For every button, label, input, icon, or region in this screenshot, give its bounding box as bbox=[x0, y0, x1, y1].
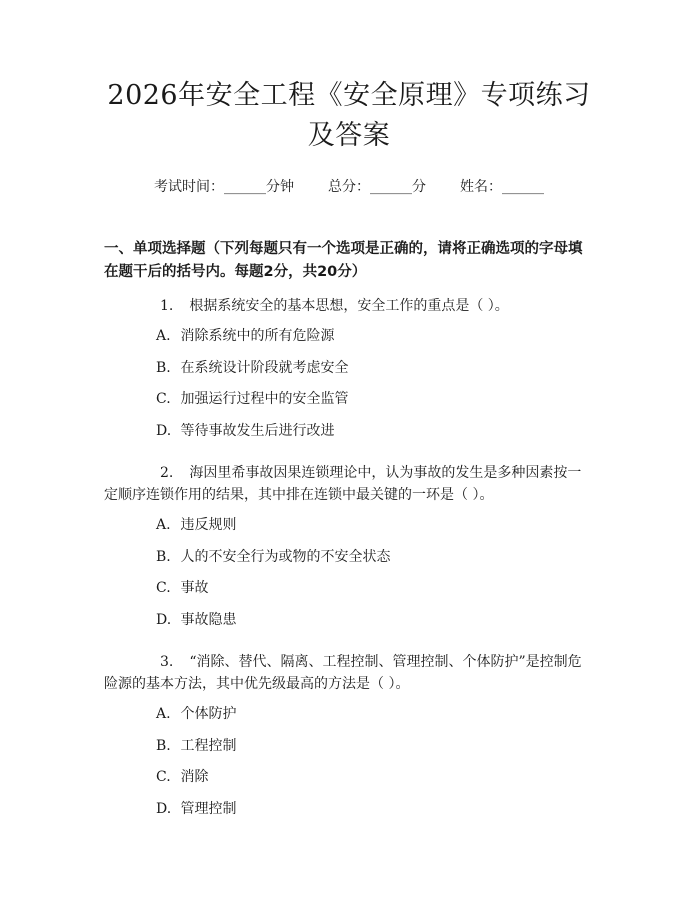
option-letter: C. bbox=[156, 391, 171, 407]
question-text: “消除、替代、隔离、工程控制、管理控制、个体防护”是控制危险源的基本方法，其中优先级最高的方法是（ ）。 bbox=[104, 654, 582, 692]
option-text: 消除 bbox=[180, 769, 209, 785]
exam-time-field bbox=[154, 176, 294, 196]
option-text: 管理控制 bbox=[180, 800, 237, 817]
option-letter: C. bbox=[156, 769, 171, 785]
question-number: 2. bbox=[160, 465, 174, 481]
option-a bbox=[104, 325, 594, 357]
option-text: 人的不安全行为或物的不安全状态 bbox=[180, 548, 391, 565]
option-c bbox=[104, 388, 594, 420]
option-a bbox=[104, 514, 594, 546]
question-2 bbox=[104, 462, 594, 640]
document-title: 2026年安全工程《安全原理》专项练习及答案 bbox=[107, 80, 591, 151]
name-label: 姓名：______ bbox=[460, 179, 544, 195]
question-text: 根据系统安全的基本思想，安全工作的重点是（ ）。 bbox=[189, 298, 509, 314]
option-a bbox=[104, 703, 594, 735]
option-letter: A. bbox=[156, 328, 171, 344]
option-d bbox=[104, 609, 594, 641]
option-text: 工程控制 bbox=[180, 737, 237, 754]
option-letter: B. bbox=[156, 359, 171, 376]
total-score-label: 总分：______分 bbox=[328, 179, 426, 195]
option-letter: D. bbox=[156, 800, 172, 817]
option-text: 个体防护 bbox=[180, 706, 237, 722]
section-heading: 一、单项选择题（下列每题只有一个选项是正确的，请将正确选项的字母填在题干后的括号内。每题2分，共20分） bbox=[104, 241, 583, 280]
option-b bbox=[104, 735, 594, 767]
option-list bbox=[104, 325, 594, 451]
option-text: 等待事故发生后进行改进 bbox=[180, 422, 335, 439]
exam-time-label: 考试时间：______分钟 bbox=[154, 179, 294, 195]
option-text: 在系统设计阶段就考虑安全 bbox=[180, 359, 349, 376]
option-letter: B. bbox=[156, 737, 171, 754]
exam-meta bbox=[104, 176, 594, 196]
option-list bbox=[104, 514, 594, 640]
question-stem bbox=[104, 462, 594, 506]
option-letter: A. bbox=[156, 517, 171, 533]
question-stem bbox=[104, 651, 594, 695]
option-text: 事故 bbox=[180, 580, 209, 596]
option-text: 消除系统中的所有危险源 bbox=[180, 328, 335, 344]
option-text: 加强运行过程中的安全监管 bbox=[180, 391, 349, 407]
question-number: 3. bbox=[160, 654, 174, 670]
option-letter: D. bbox=[156, 422, 172, 439]
question-1 bbox=[104, 295, 594, 451]
option-list bbox=[104, 703, 594, 829]
question-text: 海因里希事故因果连锁理论中，认为事故的发生是多种因素按一定顺序连锁作用的结果，其中排在连锁中最关键的一环是（ ）。 bbox=[104, 465, 582, 503]
option-letter: D. bbox=[156, 611, 172, 628]
option-text: 事故隐患 bbox=[180, 611, 237, 628]
option-letter: B. bbox=[156, 548, 171, 565]
option-text: 违反规则 bbox=[180, 517, 237, 533]
option-letter: A. bbox=[156, 706, 171, 722]
total-score-field bbox=[328, 176, 426, 196]
option-d bbox=[104, 798, 594, 830]
option-d bbox=[104, 420, 594, 452]
option-b bbox=[104, 357, 594, 389]
option-c bbox=[104, 766, 594, 798]
question-stem bbox=[104, 295, 594, 317]
question-number: 1. bbox=[160, 298, 174, 314]
option-b bbox=[104, 546, 594, 578]
option-c bbox=[104, 577, 594, 609]
option-letter: C. bbox=[156, 580, 171, 596]
name-field bbox=[460, 176, 544, 196]
question-3 bbox=[104, 651, 594, 829]
